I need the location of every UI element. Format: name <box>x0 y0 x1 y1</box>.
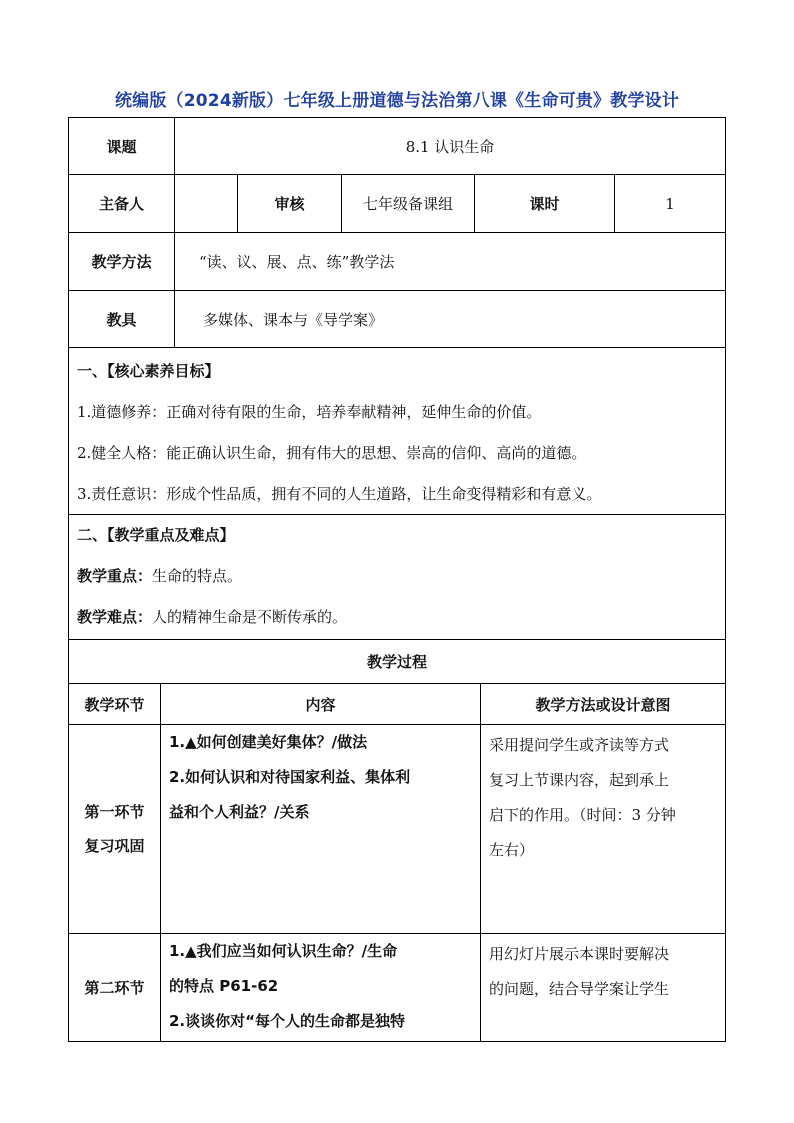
focus-text: 生命的特点。 <box>152 567 243 585</box>
reviewer-value: 七年级备课组 <box>342 175 475 233</box>
process-heading: 教学过程 <box>69 640 726 684</box>
method-line: 采用提问学生或齐读等方式 <box>489 736 670 754</box>
key-points-heading: 二、【教学重点及难点】 <box>77 526 235 544</box>
goal-item: 1.道德修养：正确对待有限的生命，培养奉献精神，延伸生命的价值。 <box>77 403 542 421</box>
tools-value: 多媒体、课本与《导学案》 <box>175 291 726 348</box>
method-value: “读、议、展、点、练”教学法 <box>175 233 726 291</box>
col-header-stage: 教学环节 <box>69 684 161 725</box>
col-header-content: 内容 <box>161 684 481 725</box>
col-header-method: 教学方法或设计意图 <box>481 684 726 725</box>
core-goals-heading: 一、【核心素养目标】 <box>77 362 220 380</box>
content-line: 的特点 P61-62 <box>169 977 279 995</box>
topic-label: 课题 <box>69 118 175 175</box>
reviewer-label: 审核 <box>238 175 342 233</box>
preparer-value <box>175 175 238 233</box>
stage-name: 第二环节 <box>84 979 145 997</box>
document-title: 统编版（2024新版）七年级上册道德与法治第八课《生命可贵》教学设计 <box>114 91 680 111</box>
lesson-plan-table <box>68 117 726 1042</box>
stage-cell <box>69 934 161 1042</box>
content-line: 1.▲我们应当如何认识生命？/生命 <box>169 942 398 960</box>
focus-label: 教学重点： <box>77 567 153 585</box>
goal-item: 2.健全人格：能正确认识生命，拥有伟大的思想、崇高的信仰、高尚的道德。 <box>77 444 587 462</box>
stage-cell <box>69 725 161 934</box>
method-line: 左右） <box>489 841 535 859</box>
stage-subtitle: 复习巩固 <box>84 837 145 855</box>
topic-value: 8.1 认识生命 <box>175 118 726 175</box>
method-cell <box>481 934 726 1042</box>
content-line: 2.谈谈你对“每个人的生命都是独特 <box>169 1012 405 1030</box>
content-line: 益和个人利益？/关系 <box>169 803 310 821</box>
method-label: 教学方法 <box>69 233 175 291</box>
goal-item: 3.责任意识：形成个性品质，拥有不同的人生道路，让生命变得精彩和有意义。 <box>77 485 602 503</box>
method-line: 复习上节课内容，起到承上 <box>489 771 670 789</box>
method-line: 启下的作用。（时间：3 分钟 <box>489 806 676 824</box>
difficulty-label: 教学难点： <box>77 608 153 626</box>
period-label: 课时 <box>475 175 615 233</box>
key-points-section <box>69 515 726 640</box>
preparer-label: 主备人 <box>69 175 175 233</box>
core-goals-section <box>69 348 726 515</box>
content-cell <box>161 934 481 1042</box>
tools-label: 教具 <box>69 291 175 348</box>
content-cell <box>161 725 481 934</box>
period-value: 1 <box>615 175 726 233</box>
content-line: 2.如何认识和对待国家利益、集体利 <box>169 768 411 786</box>
method-cell <box>481 725 726 934</box>
stage-name: 第一环节 <box>84 803 145 821</box>
method-line: 用幻灯片展示本课时要解决 <box>489 945 670 963</box>
content-line: 1.▲如何创建美好集体？/做法 <box>169 733 368 751</box>
difficulty-text: 人的精神生命是不断传承的。 <box>152 608 348 626</box>
method-line: 的问题，结合导学案让学生 <box>489 980 670 998</box>
